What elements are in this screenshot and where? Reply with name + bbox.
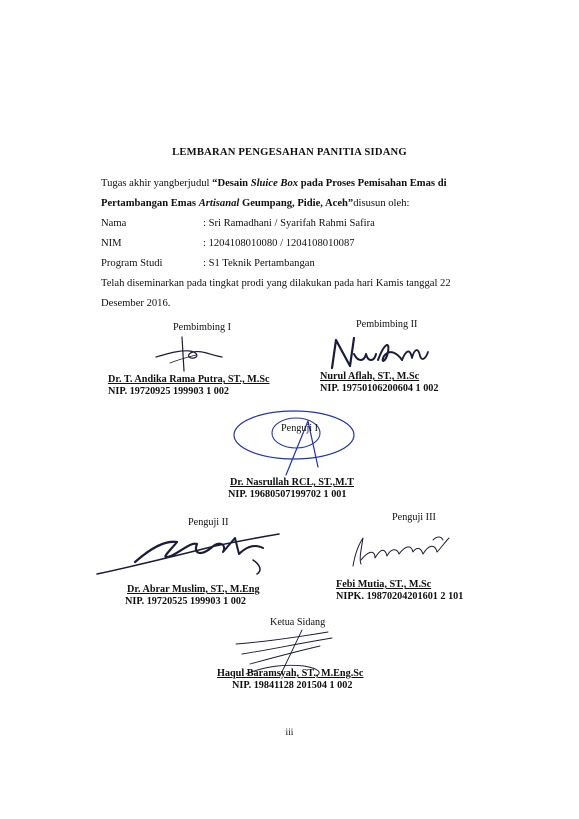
thesis-title-part1: “Desain — [212, 178, 251, 189]
signature-pembimbing-2 — [328, 332, 448, 374]
thesis-title-italic: Sluice Box — [250, 178, 299, 189]
signer-nip-penguji-3: NIPK. 19870204201601 2 101 — [336, 591, 464, 602]
field-value-nim: : 1204108010080 / 1204108010087 — [203, 238, 355, 249]
thesis-title-part2: pada Proses Pemisahan Emas di — [298, 178, 447, 189]
signer-nip-pembimbing-2: NIP. 19750106200604 1 002 — [320, 383, 439, 394]
role-penguji-1: Penguji I — [281, 423, 319, 434]
page-number: iii — [285, 728, 294, 738]
intro-prefix: Tugas akhir yangberjudul — [101, 178, 213, 189]
role-pembimbing-2: Pembimbing II — [356, 319, 418, 330]
intro-suffix: disusun oleh: — [353, 198, 410, 209]
seminar-line-2: Desember 2016. — [101, 298, 171, 309]
field-value-nama: : Sri Ramadhani / Syarifah Rahmi Safira — [203, 218, 375, 229]
signer-name-pembimbing-1: Dr. T. Andika Rama Putra, ST., M.Sc — [108, 374, 270, 385]
signature-penguji-2 — [95, 530, 295, 580]
signer-name-pembimbing-2: Nurul Aflah, ST., M.Sc — [320, 371, 420, 382]
document-title: LEMBARAN PENGESAHAN PANITIA SIDANG — [172, 147, 407, 158]
intro-line-1 — [101, 177, 447, 190]
role-pembimbing-1: Pembimbing I — [173, 322, 232, 333]
signer-name-penguji-2: Dr. Abrar Muslim, ST., M.Eng — [127, 584, 260, 595]
field-value-program-studi: : S1 Teknik Pertambangan — [203, 258, 315, 269]
seminar-line-1: Telah diseminarkan pada tingkat prodi yang dilakukan pada hari Kamis tanggal 22 — [101, 278, 451, 289]
role-penguji-2: Penguji II — [188, 517, 229, 528]
signature-penguji-1 — [230, 405, 380, 485]
signer-name-ketua-sidang: Haqul Baramsyah, ST., M.Eng.Sc — [217, 668, 364, 679]
signer-nip-penguji-2: NIP. 19720525 199903 1 002 — [125, 596, 247, 607]
intro-line-2 — [101, 197, 409, 210]
signer-name-penguji-3: Febi Mutia, ST., M.Sc — [336, 579, 432, 590]
signer-nip-pembimbing-1: NIP. 19720925 199903 1 002 — [108, 386, 230, 397]
thesis-title-line2-b: Geumpang, Pidie, Aceh” — [239, 198, 354, 209]
thesis-title-line2-a: Pertambangan Emas — [101, 198, 199, 209]
role-penguji-3: Penguji III — [392, 512, 436, 523]
field-label-nim: NIM — [101, 238, 122, 249]
signature-pembimbing-1 — [150, 333, 240, 373]
signature-penguji-3 — [345, 530, 465, 572]
signer-name-penguji-1: Dr. Nasrullah RCL, ST.,M.T — [230, 477, 354, 488]
field-label-program-studi: Program Studi — [101, 258, 163, 269]
role-ketua-sidang: Ketua Sidang — [270, 617, 326, 628]
thesis-title-line2-italic: Artisanal — [198, 198, 240, 209]
field-label-nama: Nama — [101, 218, 127, 229]
signer-nip-penguji-1: NIP. 19680507199702 1 001 — [228, 489, 347, 500]
signer-nip-ketua-sidang: NIP. 19841128 201504 1 002 — [232, 680, 353, 691]
